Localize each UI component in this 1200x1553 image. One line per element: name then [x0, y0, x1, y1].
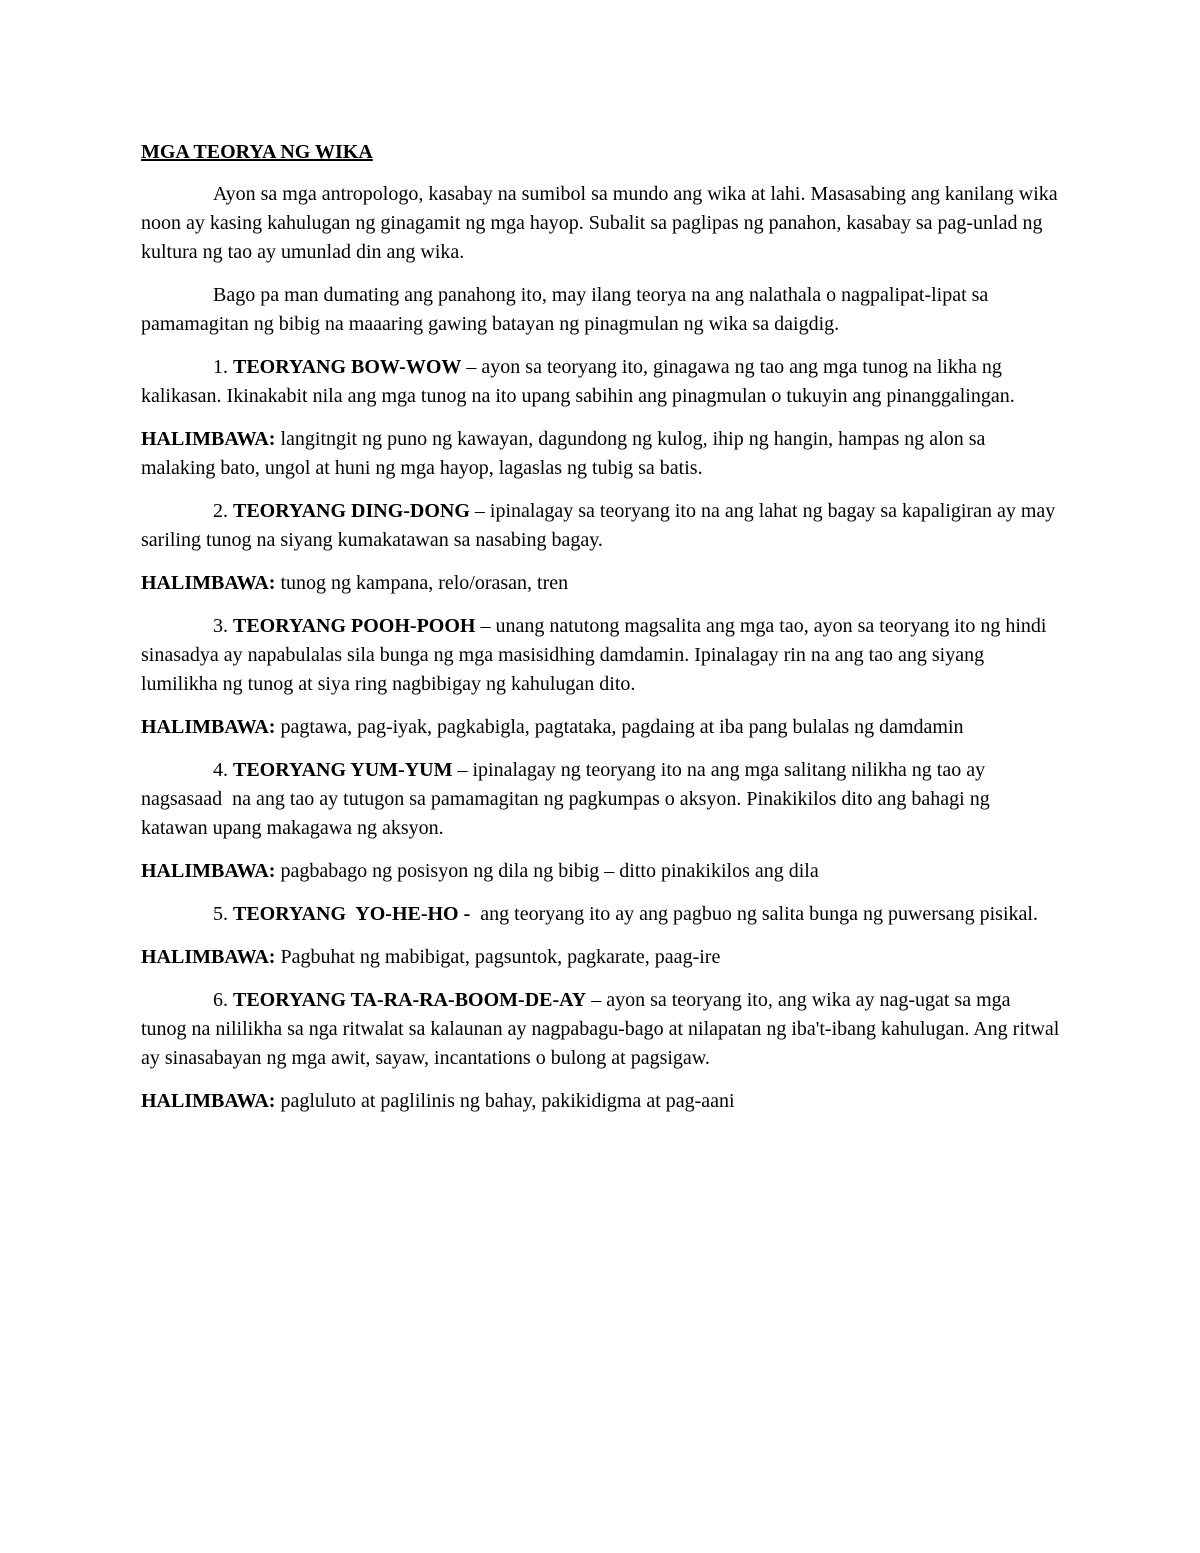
theory-name: TEORYANG TA-RA-RA-BOOM-DE-AY: [233, 989, 587, 1011]
theory-paragraph: [141, 756, 1061, 843]
theory-paragraph: [141, 497, 1061, 555]
example-label: HALIMBAWA:: [141, 716, 276, 738]
example-label: HALIMBAWA:: [141, 860, 276, 882]
theory-name: TEORYANG YUM-YUM: [233, 759, 453, 781]
document-body: [141, 138, 1061, 1130]
theory-name: TEORYANG DING-DONG: [233, 500, 470, 522]
document-title: MGA TEORYA NG WIKA: [141, 141, 373, 163]
example-paragraph: [141, 713, 1061, 742]
intro-paragraph-2: Bago pa man dumating ang panahong ito, may ilang teorya na ang nalathala o nagpalipat-lipat sa pamamagitan ng bibig na maaaring gawing batayan ng pinagmulan ng wika sa daigdig.: [141, 284, 989, 335]
example-text: pagtawa, pag-iyak, pagkabigla, pagtataka, pagdaing at iba pang bulalas ng damdamin: [275, 716, 964, 738]
example-text: langitngit ng puno ng kawayan, dagundong ng kulog, ihip ng hangin, hampas ng alon sa malaking bato, ungol at huni ng mga hayop, lagaslas ng tubig sa batis.: [141, 428, 986, 479]
example-text: tunog ng kampana, relo/orasan, tren: [275, 572, 569, 594]
example-paragraph: [141, 425, 1061, 483]
theory-description: – unang natutong magsalita ang mga tao, ayon sa teoryang ito ng hindi sinasadya ay napabulalas sila bunga ng mga masisidhing damdamin. Ipinalagay rin na ang tao ang siyang lumilikha ng tunog at siya ring nagbibigay ng kahulugan dito.: [141, 615, 1047, 695]
example-paragraph: [141, 1087, 1061, 1116]
example-label: HALIMBAWA:: [141, 428, 276, 450]
theory-number: 1.: [213, 356, 228, 378]
example-paragraph: [141, 569, 1061, 598]
example-text: pagbabago ng posisyon ng dila ng bibig – ditto pinakikilos ang dila: [275, 860, 819, 882]
example-label: HALIMBAWA:: [141, 946, 276, 968]
intro-paragraph-1: Ayon sa mga antropologo, kasabay na sumibol sa mundo ang wika at lahi. Masasabing ang kanilang wika noon ay kasing kahulugan ng ginagamit ng mga hayop. Subalit sa paglipas ng panahon, kasabay sa pag-unlad ng kultura ng tao ay umunlad din ang wika.: [141, 183, 1058, 263]
example-paragraph: [141, 857, 1061, 886]
example-text: Pagbuhat ng mabibigat, pagsuntok, pagkarate, paag-ire: [275, 946, 721, 968]
theory-description: ang teoryang ito ay ang pagbuo ng salita bunga ng puwersang pisikal.: [470, 903, 1038, 925]
example-text: pagluluto at paglilinis ng bahay, pakikidigma at pag-aani: [275, 1090, 735, 1112]
theory-paragraph: [141, 353, 1061, 411]
theory-description: – ipinalagay ng teoryang ito na ang mga salitang nilikha ng tao ay nagsasaad na ang tao ay tutugon sa pamamagitan ng pagkumpas o aksyon. Pinakikilos dito ang bahagi ng katawan upang makagawa ng aksyon.: [141, 759, 995, 839]
example-label: HALIMBAWA:: [141, 572, 276, 594]
theory-name: TEORYANG POOH-POOH: [233, 615, 476, 637]
theory-description: – ayon sa teoryang ito, ang wika ay nag-ugat sa mga tunog na nililikha sa nga ritwalat sa kalaunan ay nagpabagu-bago at nilapatan ng iba't-ibang kahulugan. Ang ritwal ay sinasabayan ng mga awit, sayaw, incantations o bulong at pagsigaw.: [141, 989, 1060, 1069]
theory-name: TEORYANG YO-HE-HO -: [233, 903, 471, 925]
theory-number: 5.: [213, 903, 228, 925]
theory-paragraph: [141, 986, 1061, 1073]
theory-number: 6.: [213, 989, 228, 1011]
theory-paragraph: [141, 612, 1061, 699]
theory-paragraph: [141, 900, 1061, 929]
example-label: HALIMBAWA:: [141, 1090, 276, 1112]
theory-description: – ayon sa teoryang ito, ginagawa ng tao ang mga tunog na likha ng kalikasan. Ikinakabit nila ang mga tunog na ito upang sabihin ang pinagmulan o tukuyin ang pinanggalingan.: [141, 356, 1015, 407]
theory-name: TEORYANG BOW-WOW: [233, 356, 462, 378]
theory-number: 4.: [213, 759, 228, 781]
theory-number: 3.: [213, 615, 228, 637]
theory-description: – ipinalagay sa teoryang ito na ang lahat ng bagay sa kapaligiran ay may sariling tunog na siyang kumakatawan sa nasabing bagay.: [141, 500, 1056, 551]
theory-number: 2.: [213, 500, 228, 522]
example-paragraph: [141, 943, 1061, 972]
